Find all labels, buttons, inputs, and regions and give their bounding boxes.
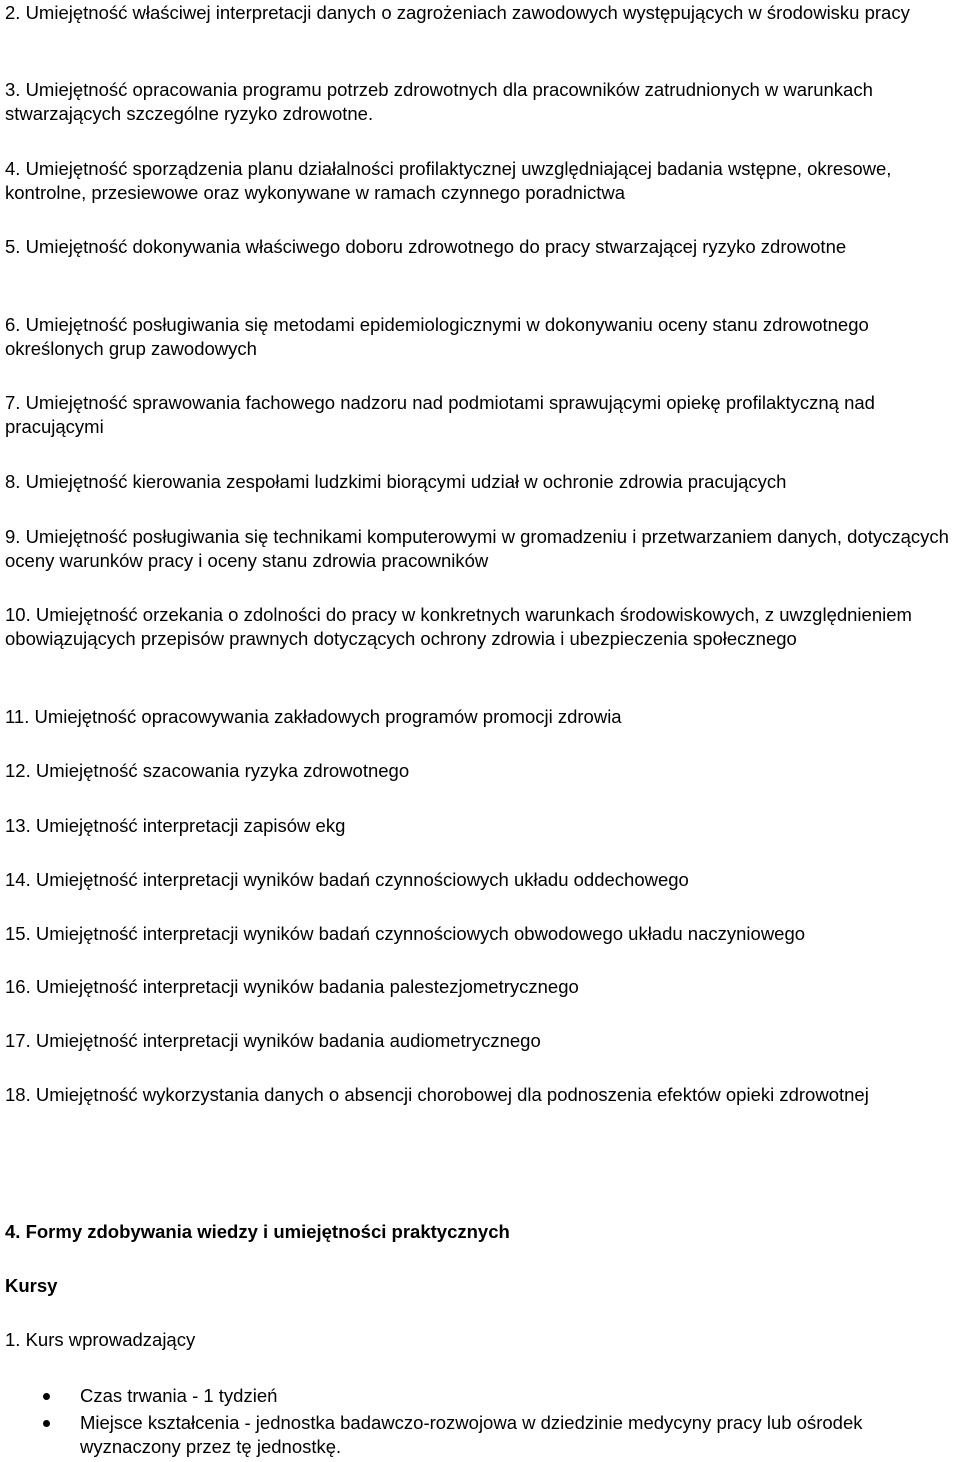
skill-item: 3. Umiejętność opracowania programu potrzeb zdrowotnych dla pracowników zatrudnionych w warunkach stwarzających szczególne ryzyko zdrowotne. xyxy=(5,79,873,124)
skill-item: 12. Umiejętność szacowania ryzyka zdrowotnego xyxy=(5,760,410,781)
skill-item: 6. Umiejętność posługiwania się metodami epidemiologicznymi w dokonywaniu oceny stanu zdrowotnego określonych grup zawodowych xyxy=(5,314,869,359)
skill-item: 5. Umiejętność dokonywania właściwego doboru zdrowotnego do pracy stwarzającej ryzyko zdrowotne xyxy=(5,236,847,257)
skill-item: 10. Umiejętność orzekania o zdolności do pracy w konkretnych warunkach środowiskowych, z uwzględnieniem obowiązujących przepisów prawnych dotyczących ochrony zdrowia i ubezpieczenia społecznego xyxy=(5,604,912,649)
skill-item: 7. Umiejętność sprawowania fachowego nadzoru nad podmiotami sprawującymi opiekę profilaktyczną nad pracującymi xyxy=(5,392,875,437)
skill-item: 18. Umiejętność wykorzystania danych o absencji chorobowej dla podnoszenia efektów opieki zdrowotnej xyxy=(5,1084,869,1105)
section-heading: 4. Formy zdobywania wiedzy i umiejętności praktycznych xyxy=(5,1221,510,1242)
course-title: 1. Kurs wprowadzający xyxy=(5,1329,196,1350)
skill-item: 14. Umiejętność interpretacji wyników badań czynnościowych układu oddechowego xyxy=(5,869,689,890)
section-subheading: Kursy xyxy=(5,1275,58,1296)
skill-item: 13. Umiejętność interpretacji zapisów ekg xyxy=(5,815,346,836)
list-item-text: Miejsce kształcenia - jednostka badawczo-rozwojowa w dziedzinie medycyny pracy lub ośrodek wyznaczony przez tę jednostkę. xyxy=(80,1412,863,1457)
skill-item: 15. Umiejętność interpretacji wyników badań czynnościowych obwodowego układu naczyniowego xyxy=(5,923,806,944)
list-item-text: Czas trwania - 1 tydzień xyxy=(80,1385,278,1406)
bullet-icon xyxy=(43,1393,50,1400)
skill-item: 16. Umiejętność interpretacji wyników badania palestezjometrycznego xyxy=(5,976,579,997)
skill-item: 17. Umiejętność interpretacji wyników badania audiometrycznego xyxy=(5,1030,541,1051)
course-details-list xyxy=(5,1384,960,1462)
skill-item: 4. Umiejętność sporządzenia planu działalności profilaktycznej uwzględniającej badania wstępne, okresowe, kontrolne, przesiewowe oraz wykonywane w ramach czynnego poradnictwa xyxy=(5,158,892,203)
skill-item: 8. Umiejętność kierowania zespołami ludzkimi biorącymi udział w ochronie zdrowia pracujących xyxy=(5,471,787,492)
skill-item: 2. Umiejętność właściwej interpretacji danych o zagrożeniach zawodowych występujących w środowisku pracy xyxy=(5,2,910,23)
skill-item: 9. Umiejętność posługiwania się technikami komputerowymi w gromadzeniu i przetwarzaniem danych, dotyczących oceny warunków pracy i oceny stanu zdrowia pracowników xyxy=(5,526,949,571)
skill-item: 11. Umiejętność opracowywania zakładowych programów promocji zdrowia xyxy=(5,706,622,727)
list-item xyxy=(5,1411,960,1459)
bullet-icon xyxy=(43,1420,50,1427)
list-item xyxy=(5,1384,960,1408)
